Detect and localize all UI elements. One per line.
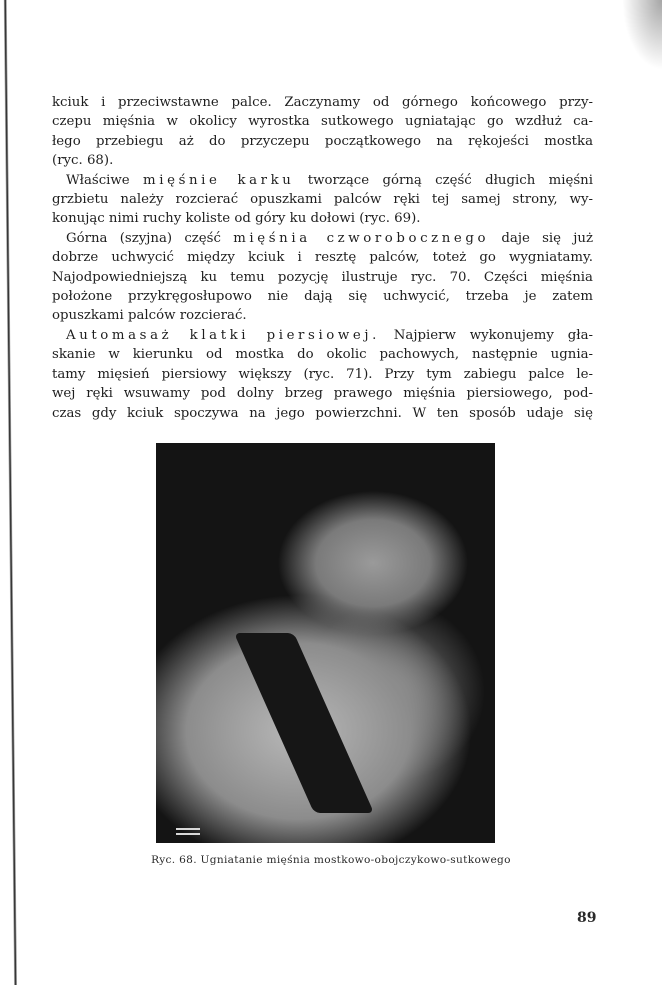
text-line: tamy mięsień piersiowy większy (ryc. 71). Przy tym zabiegu palce le-: [52, 366, 593, 382]
paragraph-3: [52, 229, 593, 326]
spaced-heading: mięśnia czworobocznego: [233, 230, 490, 246]
text-line: [52, 171, 593, 190]
text-line: czepu mięśnia w okolicy wyrostka sutkowego ugniatając go wzdłuż ca-: [52, 114, 593, 130]
spaced-heading: mięśnie karku: [143, 172, 295, 188]
body-text: [52, 93, 593, 423]
text-line: położone przykręgosłupowo nie dają się uchwycić, trzeba je zatem: [52, 289, 593, 305]
paragraph-4: [52, 326, 593, 423]
text-line: [52, 326, 593, 345]
page-corner-shadow: [622, 0, 662, 70]
paragraph-2: [52, 171, 593, 229]
lead-text: Właściwe: [66, 172, 144, 188]
photo-sleeve-stripe: [176, 828, 200, 830]
text-line: dobrze uchwycić między kciuk i resztę palców, toteż go wygniatamy.: [52, 250, 593, 266]
text-line: [52, 229, 593, 248]
figure-caption: Ryc. 68. Ugniatanie mięśnia mostkowo-obojczykowo-sutkowego: [151, 854, 511, 866]
page-number: 89: [577, 910, 597, 926]
text-line: kciuk i przeciwstawne palce. Zaczynamy od górnego końcowego przy-: [52, 95, 593, 110]
paragraph-1: [52, 93, 593, 171]
figure-photo: [156, 443, 495, 843]
spaced-heading: Automasaż klatki piersiowej.: [66, 327, 380, 343]
text-line: wej ręki wsuwamy pod dolny brzeg prawego mięśnia piersiowego, pod-: [52, 386, 593, 402]
text-line: łego przebiegu aż do przyczepu początkowego na rękojeści mostka: [52, 133, 593, 149]
lead-rest: tworzące górną część długich mięśni: [294, 172, 593, 188]
photo-shadow-region: [234, 633, 374, 813]
page-binding-edge: [4, 0, 17, 985]
text-line: konując nimi ruchy koliste od góry ku dołowi (ryc. 69).: [52, 211, 421, 227]
lead-rest: Najpierw wykonujemy gła-: [379, 327, 593, 343]
text-line: Najodpowiedniejszą ku temu pozycję ilustruje ryc. 70. Części mięśnia: [52, 269, 593, 285]
text-line: (ryc. 68).: [52, 153, 114, 169]
photo-sleeve-stripe: [176, 833, 200, 835]
lead-rest: daje się już: [489, 230, 593, 246]
text-line: opuszkami palców rozcierać.: [52, 308, 247, 324]
text-line: czas gdy kciuk spoczywa na jego powierzchni. W ten sposób udaje się: [52, 405, 593, 421]
text-line: grzbietu należy rozcierać opuszkami palców ręki tej samej strony, wy-: [52, 192, 593, 208]
text-line: skanie w kierunku od mostka do okolic pachowych, następnie ugnia-: [52, 347, 593, 363]
lead-text: Górna (szyjna) część: [66, 230, 234, 246]
